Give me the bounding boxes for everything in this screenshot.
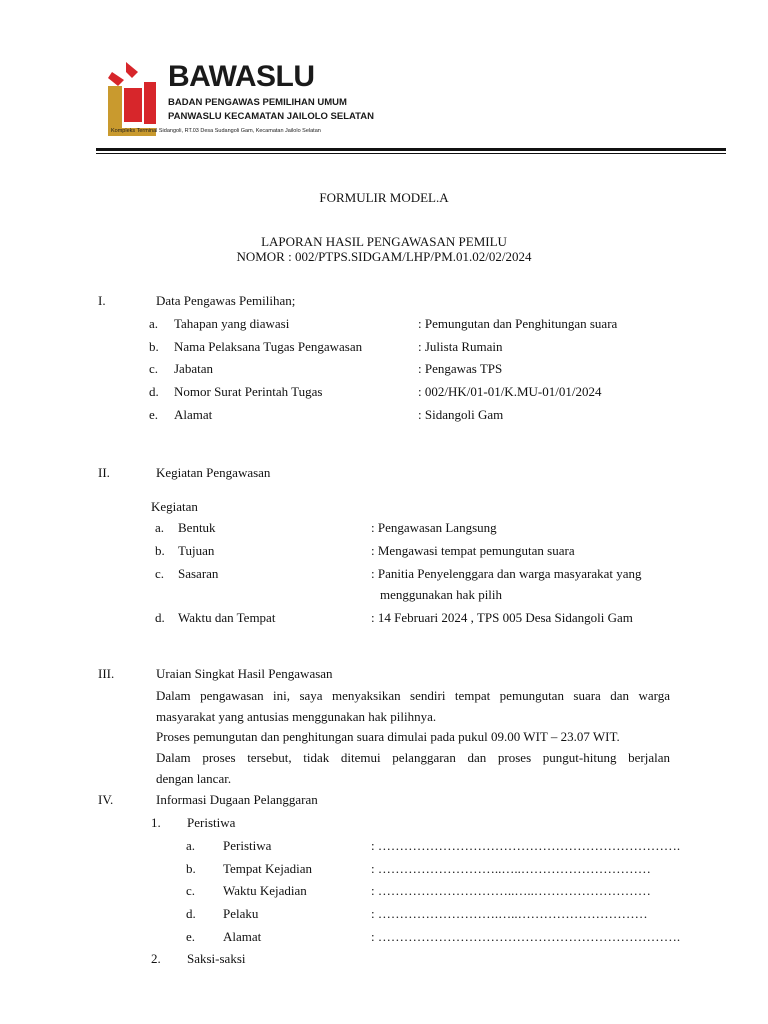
section-2-number: II. — [98, 465, 110, 480]
list-item-label: Alamat — [174, 407, 213, 422]
list-item-letter: a. — [149, 316, 159, 331]
section-3-title: Uraian Singkat Hasil Pengawasan — [156, 666, 333, 681]
subsection-title: Saksi-saksi — [187, 951, 246, 966]
list-item-letter: d. — [186, 906, 196, 921]
list-item-label: Alamat — [223, 929, 262, 944]
list-item-letter: c. — [155, 566, 165, 581]
header-rule-thick — [96, 148, 726, 151]
section-4-title: Informasi Dugaan Pelanggaran — [156, 792, 318, 807]
paragraph-line: masyarakat yang antusias menggunakan hak pilihnya. — [156, 709, 437, 724]
section-2-subtitle: Kegiatan — [151, 499, 198, 514]
list-item-label: Peristiwa — [223, 838, 272, 853]
list-item-letter: c. — [186, 883, 196, 898]
list-item-label: Waktu dan Tempat — [178, 610, 276, 625]
paragraph-line: Dalam pengawasan ini, saya menyaksikan sendiri tempat pemungutan suara dan warga — [156, 688, 670, 703]
list-item-label: Tujuan — [178, 543, 215, 558]
list-item-label: Pelaku — [223, 906, 259, 921]
list-item-value: : ……………………….…..………………………… — [371, 906, 648, 921]
form-title: FORMULIR MODEL.A — [319, 190, 449, 205]
list-item-value: : Mengawasi tempat pemungutan suara — [371, 543, 575, 558]
org-name: BAWASLU — [168, 60, 315, 93]
bawaslu-logo — [104, 58, 162, 138]
list-item-letter: a. — [155, 520, 165, 535]
section-1-title: Data Pengawas Pemilihan; — [156, 293, 296, 308]
list-item-label: Tahapan yang diawasi — [174, 316, 290, 331]
section-1-number: I. — [98, 293, 106, 308]
list-item-letter: d. — [155, 610, 165, 625]
subsection-number: 1. — [151, 815, 161, 830]
paragraph-line: Proses pemungutan dan penghitungan suara dimulai pada pukul 09.00 WIT – 23.07 WIT. — [156, 729, 620, 744]
list-item-letter: b. — [186, 861, 196, 876]
list-item-value: : Sidangoli Gam — [418, 407, 504, 422]
list-item-label: Jabatan — [174, 361, 213, 376]
section-4-number: IV. — [98, 792, 114, 807]
list-item-value: : Julista Rumain — [418, 339, 503, 354]
paragraph-line: dengan lancar. — [156, 771, 232, 786]
list-item-letter: c. — [149, 361, 159, 376]
org-address: Kompleks Terminal Sidangoli, RT.03 Desa Sudangoli Gam, Kecamatan Jailolo Selatan — [111, 128, 321, 134]
list-item-letter: a. — [186, 838, 196, 853]
org-full-name: BADAN PENGAWAS PEMILIHAN UMUM — [168, 97, 347, 108]
report-title: LAPORAN HASIL PENGAWASAN PEMILU — [261, 234, 507, 249]
list-item-value-continued: menggunakan hak pilih — [380, 587, 503, 602]
list-item-value: : 002/HK/01-01/K.MU-01/01/2024 — [418, 384, 602, 399]
list-item-value: : Panitia Penyelenggara dan warga masyarakat yang — [371, 566, 642, 581]
report-number: NOMOR : 002/PTPS.SIDGAM/LHP/PM.01.02/02/2024 — [236, 249, 532, 264]
list-item-value: : ……………………………………………………………. — [371, 838, 681, 853]
list-item-letter: e. — [149, 407, 159, 422]
list-item-value: : …………………………..…..……………………… — [371, 883, 651, 898]
list-item-value: : Pengawasan Langsung — [371, 520, 497, 535]
list-item-letter: b. — [155, 543, 165, 558]
list-item-value: : ……………………………………………………………. — [371, 929, 681, 944]
list-item-letter: d. — [149, 384, 159, 399]
subsection-title: Peristiwa — [187, 815, 236, 830]
section-3-number: III. — [98, 666, 115, 681]
list-item-value: : ………………………..…..………………………… — [371, 861, 651, 876]
list-item-label: Nama Pelaksana Tugas Pengawasan — [174, 339, 363, 354]
list-item-value: : 14 Februari 2024 , TPS 005 Desa Sidangoli Gam — [371, 610, 633, 625]
list-item-letter: b. — [149, 339, 159, 354]
org-unit: PANWASLU KECAMATAN JAILOLO SELATAN — [168, 111, 374, 122]
section-2-title: Kegiatan Pengawasan — [156, 465, 271, 480]
paragraph-line: Dalam proses tersebut, tidak ditemui pelanggaran dan proses pungut-hitung berjalan — [156, 750, 670, 765]
list-item-label: Nomor Surat Perintah Tugas — [174, 384, 323, 399]
list-item-letter: e. — [186, 929, 196, 944]
header-rule-thin — [96, 153, 726, 154]
list-item-label: Tempat Kejadian — [223, 861, 312, 876]
list-item-label: Bentuk — [178, 520, 216, 535]
subsection-number: 2. — [151, 951, 161, 966]
list-item-value: : Pemungutan dan Penghitungan suara — [418, 316, 618, 331]
list-item-label: Waktu Kejadian — [223, 883, 307, 898]
list-item-label: Sasaran — [178, 566, 219, 581]
list-item-value: : Pengawas TPS — [418, 361, 503, 376]
